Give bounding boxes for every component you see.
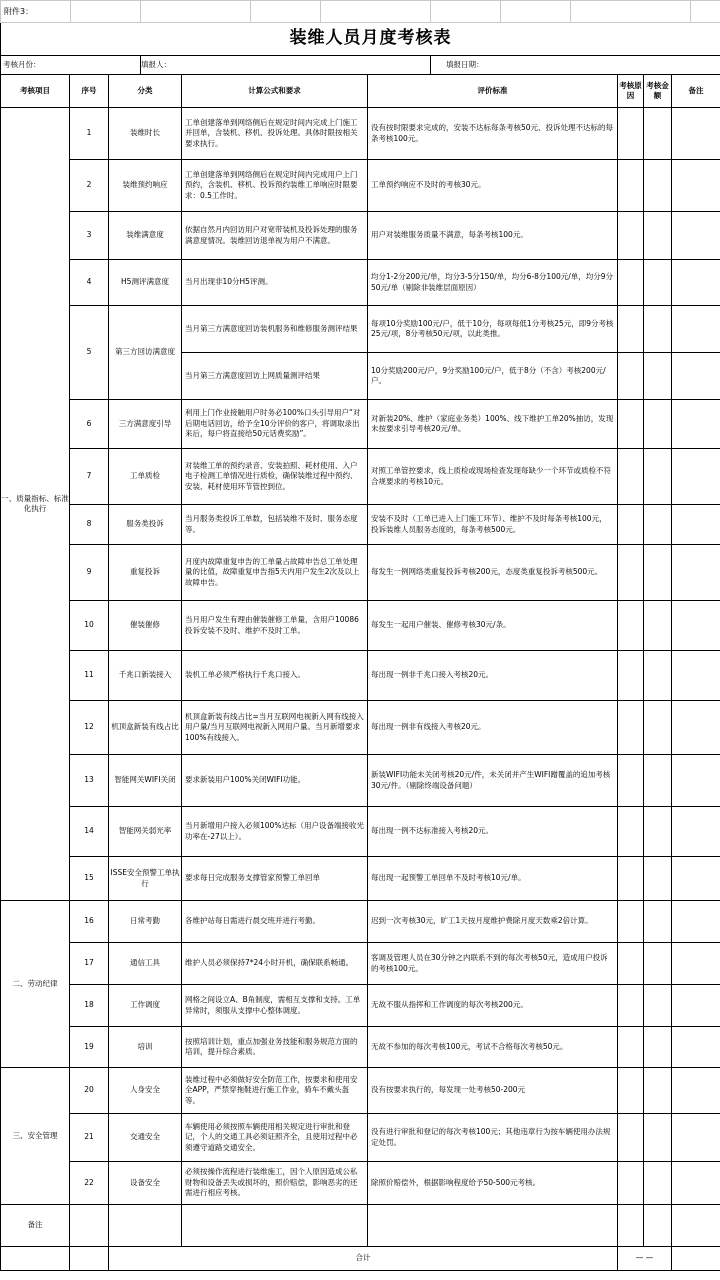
row-amount: [644, 901, 672, 943]
row-standard: 工单预约响应不及时的考核30元。: [368, 160, 618, 212]
row-formula: 必须按操作流程进行装维施工，因个人原因造成公私财物和设备丢失或损坏的，照价赔偿，影响恶劣的还需进行相应考核。: [182, 1162, 368, 1205]
total-blank: [1, 1247, 70, 1271]
row-number: 7: [70, 449, 109, 505]
row-amount: [644, 807, 672, 857]
row-number: 8: [70, 505, 109, 545]
table-row: [1, 1027, 720, 1068]
table-row: [1, 1162, 720, 1205]
row-category: 工作调度: [109, 985, 182, 1027]
row-remarks: [672, 449, 720, 505]
row-amount: [644, 160, 672, 212]
row-category: 工单质检: [109, 449, 182, 505]
table-row: [1, 943, 720, 985]
row-standard: 每出现一例非千兆口接入考核20元。: [368, 651, 618, 701]
row-formula: 利用上门作业接触用户时务必100%口头引导用户“对后期电话回访，给予全10分评价的客户，将调取录出来后，每户将直接给50元话费奖励”。: [182, 400, 368, 449]
row-standard: 安装不及时（工单已进入上门施工环节）、维护不及时每条考核100元，投诉装维人员服务态度的，每条考核500元。: [368, 505, 618, 545]
row-reason: [618, 943, 644, 985]
table-row: [1, 160, 720, 212]
row-category: 交通安全: [109, 1114, 182, 1162]
remarks-cell: [109, 1205, 182, 1247]
row-remarks: [672, 601, 720, 651]
row-category: 千兆口新装接入: [109, 651, 182, 701]
row-number: 10: [70, 601, 109, 651]
row-reason: [618, 212, 644, 260]
row-category: 装维时长: [109, 108, 182, 160]
row-standard: 除照价赔偿外，根据影响程度给予50-500元考核。: [368, 1162, 618, 1205]
row-formula: 月度内故障重复申告的工单量占故障申告总工单处理量的比值，故障重复申告指5天内用户发生2次及以上故障申告。: [182, 545, 368, 601]
row-amount: [644, 857, 672, 901]
header-amount: 考核金额: [644, 75, 672, 108]
row-amount: [644, 985, 672, 1027]
row-number: 5: [70, 306, 109, 400]
table-row: [1, 400, 720, 449]
table-row: [1, 449, 720, 505]
row-category: 培训: [109, 1027, 182, 1068]
row-number: 17: [70, 943, 109, 985]
row-category: 日常考勤: [109, 901, 182, 943]
row-reason: [618, 1114, 644, 1162]
remarks-cell: [182, 1205, 368, 1247]
header-formula: 计算公式和要求: [182, 75, 368, 108]
row-amount: [644, 755, 672, 807]
row-category: 智能网关WIFI关闭: [109, 755, 182, 807]
row-remarks: [672, 1027, 720, 1068]
row-formula: 要求新装用户100%关闭WIFI功能。: [182, 755, 368, 807]
row-reason: [618, 601, 644, 651]
table-row: [1, 857, 720, 901]
row-formula: 依据自然月内回访用户对宽带装机及投诉处理的服务满意度情况。装维回访退单视为用户不满意。: [182, 212, 368, 260]
table-row: [1, 701, 720, 755]
row-amount: [644, 306, 672, 353]
row-remarks: [672, 1068, 720, 1114]
row-standard: 无故不参加的每次考核100元，考试不合格每次考核50元。: [368, 1027, 618, 1068]
row-formula: 当月出现非10分H5评测。: [182, 260, 368, 306]
row-number: 19: [70, 1027, 109, 1068]
row-remarks: [672, 901, 720, 943]
row-reason: [618, 857, 644, 901]
row-amount: [644, 601, 672, 651]
row-amount: [644, 353, 672, 400]
row-remarks: [672, 306, 720, 353]
row-reason: [618, 1027, 644, 1068]
row-amount: [644, 505, 672, 545]
table-row: [1, 807, 720, 857]
row-number: 1: [70, 108, 109, 160]
row-reason: [618, 901, 644, 943]
row-formula: 网格之间设立A、B角制度，需相互支撑和支持。工单异常时，须服从支撑中心整体调度。: [182, 985, 368, 1027]
row-standard: 对新装20%、维护（家庭业务类）100%、线下维护工单20%抽访，发现未按要求引导考核20元/单。: [368, 400, 618, 449]
row-amount: [644, 1114, 672, 1162]
row-formula: 各维护站每日需进行晨交班并进行考勤。: [182, 901, 368, 943]
header-category: 分类: [109, 75, 182, 108]
row-standard: 10分奖励200元/户，9分奖励100元/户，低于8分（不含）考核200元/户。: [368, 353, 618, 400]
row-reason: [618, 985, 644, 1027]
remarks-cell: [70, 1205, 109, 1247]
remarks-cell: [672, 1205, 720, 1247]
row-remarks: [672, 160, 720, 212]
row-number: 12: [70, 701, 109, 755]
row-remarks: [672, 943, 720, 985]
row-reason: [618, 505, 644, 545]
total-label: 合计: [109, 1247, 618, 1271]
row-formula: 工单创建落单到网络侧后在规定时间内完成用户上门预约，含装机、移机、投诉预约装维工单响应时限要求：0.5工作时。: [182, 160, 368, 212]
table-row: [1, 108, 720, 160]
row-standard: 每发生一起用户催装、催修考核30元/条。: [368, 601, 618, 651]
row-reason: [618, 1068, 644, 1114]
total-value: — —: [618, 1247, 672, 1271]
row-number: 14: [70, 807, 109, 857]
row-reason: [618, 755, 644, 807]
row-amount: [644, 701, 672, 755]
row-formula: 装机工单必须严格执行千兆口接入。: [182, 651, 368, 701]
row-category: 催装催修: [109, 601, 182, 651]
remarks-cell: [618, 1205, 644, 1247]
row-remarks: [672, 260, 720, 306]
assess-month-label: 考核月份：: [1, 56, 141, 75]
row-standard: 每出现一例非有线接入考核20元。: [368, 701, 618, 755]
row-number: 6: [70, 400, 109, 449]
row-number: 2: [70, 160, 109, 212]
row-category: 装维满意度: [109, 212, 182, 260]
row-formula: 车辆使用必须按照车辆使用相关规定进行审批和登记，个人的交通工具必须证照齐全，且使用过程中必须遵守道路交通安全。: [182, 1114, 368, 1162]
row-category: 重复投诉: [109, 545, 182, 601]
row-category: 人身安全: [109, 1068, 182, 1114]
row-remarks: [672, 985, 720, 1027]
assessment-table: [0, 74, 720, 1271]
table-row: [1, 901, 720, 943]
row-category: 装维预约响应: [109, 160, 182, 212]
row-number: 4: [70, 260, 109, 306]
row-number: 13: [70, 755, 109, 807]
row-remarks: [672, 1114, 720, 1162]
table-row: [1, 1114, 720, 1162]
row-standard: 迟到一次考核30元，旷工1天按月度维护费除月度天数乘2倍计算。: [368, 901, 618, 943]
row-remarks: [672, 755, 720, 807]
row-standard: 没有按时限要求完成的，安装不达标每条考核50元、投诉处理不达标的每条考核100元。: [368, 108, 618, 160]
table-row: [1, 306, 720, 353]
row-number: 18: [70, 985, 109, 1027]
table-row: [1, 505, 720, 545]
row-amount: [644, 1027, 672, 1068]
header-assess-item: 考核项目: [1, 75, 70, 108]
row-reason: [618, 449, 644, 505]
table-row: [1, 755, 720, 807]
row-remarks: [672, 651, 720, 701]
row-remarks: [672, 212, 720, 260]
table-row: [1, 1068, 720, 1114]
row-formula: 对装维工单的预约录音、安装拍照、耗材使用、入户电子检测工单情况进行质检，确保装维过程中预约、安装、耗材使用环节管控到位。: [182, 449, 368, 505]
row-formula: 当月新增用户接入必须100%达标（用户设备端接收光功率在-27以上）。: [182, 807, 368, 857]
row-standard: 每发生一例网络类重复投诉考核200元，态度类重复投诉考核500元。: [368, 545, 618, 601]
table-row: [1, 260, 720, 306]
row-category: 机顶盒新装有线占比: [109, 701, 182, 755]
row-amount: [644, 449, 672, 505]
row-category: 三方满意度引导: [109, 400, 182, 449]
row-formula: 当月服务类投诉工单数，包括装维不及时、服务态度等。: [182, 505, 368, 545]
row-number: 9: [70, 545, 109, 601]
row-formula: 装维过程中必须做好安全防范工作，按要求和使用安全APP，严禁穿拖鞋进行施工作业，骑车不戴头盔等。: [182, 1068, 368, 1114]
row-standard: 无故不服从指挥和工作调度的每次考核200元。: [368, 985, 618, 1027]
table-row: [1, 212, 720, 260]
row-standard: 没有按要求执行的，每发现一处考核50-200元: [368, 1068, 618, 1114]
row-amount: [644, 545, 672, 601]
row-reason: [618, 701, 644, 755]
group-name: 二、劳动纪律: [1, 901, 70, 1068]
row-reason: [618, 400, 644, 449]
row-amount: [644, 108, 672, 160]
row-number: 22: [70, 1162, 109, 1205]
row-standard: 对照工单管控要求，线上质检或现场检查发现每缺少一个环节或质检不符合规要求的考核10元。: [368, 449, 618, 505]
row-standard: 用户对装维服务质量不满意，每条考核100元。: [368, 212, 618, 260]
row-remarks: [672, 545, 720, 601]
row-amount: [644, 212, 672, 260]
row-formula: 按照培训计划，重点加强业务技能和服务规范方面的培训，提升综合素质。: [182, 1027, 368, 1068]
row-reason: [618, 306, 644, 353]
header-no: 序号: [70, 75, 109, 108]
table-row: [1, 651, 720, 701]
table-row: [1, 545, 720, 601]
group-name: 三、安全管理: [1, 1068, 70, 1205]
row-remarks: [672, 807, 720, 857]
row-reason: [618, 353, 644, 400]
header-reason: 考核原因: [618, 75, 644, 108]
row-standard: 均分1-2分200元/单，均分3-5分150/单，均分6-8分100元/单，均分9分50元/单（剔除非装维层面原因）: [368, 260, 618, 306]
row-formula: 维护人员必须保持7*24小时开机，确保联系畅通。: [182, 943, 368, 985]
page-title: 装维人员月度考核表: [1, 23, 720, 56]
remarks-cell: [368, 1205, 618, 1247]
attachment-label: 附件3：: [1, 1, 71, 23]
row-remarks: [672, 701, 720, 755]
filler-label: 填报人：: [141, 56, 431, 75]
row-number: 20: [70, 1068, 109, 1114]
row-standard: 每项10分奖励100元/户，低于10分，每项每低1分考核25元，即9分考核25元/项，8分考核50元/项，以此类推。: [368, 306, 618, 353]
row-standard: 每出现一起预警工单回单不及时考核10元/单。: [368, 857, 618, 901]
row-category: ISSE安全预警工单执行: [109, 857, 182, 901]
row-standard: 新装WIFI功能未关闭考核20元/件，未关闭并产生WIFI蹭覆盖的追加考核30元/件。（剔除终端设备问题）: [368, 755, 618, 807]
row-formula: 工单创建落单到网络侧后在规定时间内完成上门施工并回单，含装机、移机、投诉处理。具体时限按相关要求执行。: [182, 108, 368, 160]
row-standard: 每出现一例不达标准接入考核20元。: [368, 807, 618, 857]
row-amount: [644, 400, 672, 449]
row-standard: 没有进行审批和登记的每次考核100元；其他违章行为按车辆使用办法规定处罚。: [368, 1114, 618, 1162]
row-standard: 客调及管理人员在30分钟之内联系不到的每次考核50元，造成用户投诉的考核100元。: [368, 943, 618, 985]
row-remarks: [672, 400, 720, 449]
row-category: 第三方回访满意度: [109, 306, 182, 400]
row-amount: [644, 1068, 672, 1114]
row-remarks: [672, 108, 720, 160]
row-number: 15: [70, 857, 109, 901]
total-blank: [672, 1247, 720, 1271]
table-row: [1, 601, 720, 651]
row-formula: 要求每日完成服务支撑管家预警工单回单: [182, 857, 368, 901]
total-blank: [70, 1247, 109, 1271]
table-row: [1, 985, 720, 1027]
row-reason: [618, 1162, 644, 1205]
header-standard: 评价标准: [368, 75, 618, 108]
row-formula: 机顶盒新装有线占比=当月互联网电视新入网有线接入用户量/当月互联网电视新入网用户量。当月新增要求100%有线接入。: [182, 701, 368, 755]
row-reason: [618, 807, 644, 857]
header-remarks: 备注: [672, 75, 720, 108]
row-reason: [618, 545, 644, 601]
row-remarks: [672, 857, 720, 901]
row-category: 通信工具: [109, 943, 182, 985]
row-formula: 当月第三方满意度回访上网质量测评结果: [182, 353, 368, 400]
row-reason: [618, 260, 644, 306]
row-reason: [618, 651, 644, 701]
row-amount: [644, 1162, 672, 1205]
row-remarks: [672, 1162, 720, 1205]
row-number: 16: [70, 901, 109, 943]
row-number: 21: [70, 1114, 109, 1162]
row-category: 服务类投诉: [109, 505, 182, 545]
row-number: 3: [70, 212, 109, 260]
row-reason: [618, 108, 644, 160]
row-amount: [644, 260, 672, 306]
row-remarks: [672, 353, 720, 400]
fill-date-label: 填报日期：: [431, 56, 720, 75]
row-number: 11: [70, 651, 109, 701]
row-amount: [644, 943, 672, 985]
row-category: H5测评满意度: [109, 260, 182, 306]
row-formula: 当月用户发生有理由催装催修工单量，含用户10086投诉安装不及时、维护不及时工单。: [182, 601, 368, 651]
row-category: 设备安全: [109, 1162, 182, 1205]
group-name: 一、质量指标、标准化执行: [1, 108, 70, 901]
row-reason: [618, 160, 644, 212]
remarks-label: 备注: [1, 1205, 70, 1247]
remarks-cell: [644, 1205, 672, 1247]
row-category: 智能网关弱光率: [109, 807, 182, 857]
row-formula: 当月第三方满意度回访装机服务和维修服务测评结果: [182, 306, 368, 353]
row-remarks: [672, 505, 720, 545]
row-amount: [644, 651, 672, 701]
